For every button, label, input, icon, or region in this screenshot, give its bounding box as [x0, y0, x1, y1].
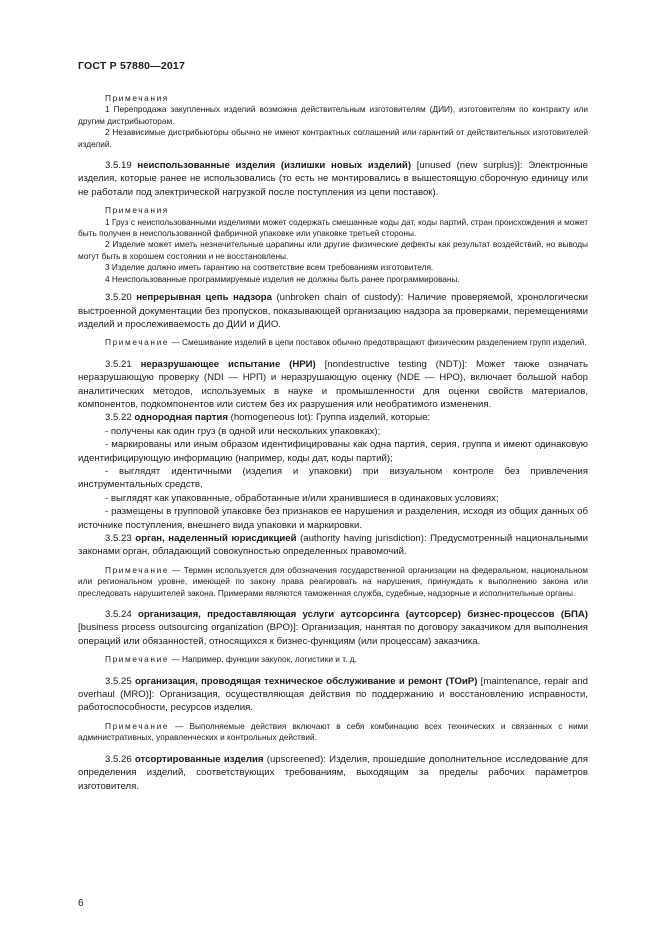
term-3-5-21 — [78, 358, 588, 412]
term-number: 3.5.22 — [105, 412, 132, 424]
list-item: - выглядят идентичными (изделия и упаковки) при визуальном контроле без привлечения инструментальных средств, — [78, 465, 588, 491]
term-definition: (unbroken chain of custody): Наличие проверяемой, хронологически выстроенной документации без пропусков, показывающей организацию надзора за проверками, перемещениями изделий и прослеживаемость до ДИИ и ДИО. — [78, 292, 588, 330]
term-name: организация, предоставляющая услуги аутсорсинга (аутсорсер) бизнес-процессов (БПА) — [138, 609, 588, 621]
note-dash: — — [169, 720, 190, 731]
note-item: 4 Неиспользованные программируемые изделия не должны быть ранее программированы. — [105, 273, 460, 284]
note-3-5-24 — [78, 654, 588, 665]
note-dash: — — [169, 654, 182, 665]
term-number: 3.5.25 — [105, 675, 132, 687]
note-item: 3 Изделие должно иметь гарантию на соответствие всем требованиям изготовителя. — [105, 262, 434, 273]
term-definition: [unused (new surplus)]: Электронные изделия, которые ранее не использовались (то есть не монтировались в вышестоящую сборочную единицу или не работали под электрической нагрузкой после поступления из цепи поставок). — [78, 160, 588, 198]
page-content — [78, 93, 588, 793]
note-item: 2 Независимые дистрибьюторы обычно не имеют контрактных соглашений или гарантий от действительных изготовителей изделий. — [78, 127, 588, 149]
page-number: 6 — [78, 898, 84, 909]
term-name: орган, наделенный юрисдикцией — [135, 533, 297, 544]
term-3-5-23 — [78, 532, 588, 559]
term-definition: [maintenance, repair and overhaul (MRO)]: Организация, осуществляющая действия по поддержанию и восстановлению исправности, работоспособности, ресурсов изделия. — [78, 675, 588, 714]
note-3-5-23 — [78, 565, 588, 599]
note-label: Примечание — [105, 720, 170, 731]
term-definition: (homogeneous lot): Группа изделий, которые: — [227, 412, 431, 424]
note-3-5-25 — [78, 721, 588, 744]
note-dash: — — [169, 337, 182, 348]
note-label: Примечание — [105, 654, 170, 665]
term-3-5-22 — [78, 411, 588, 424]
list-item: - размещены в групповой упаковке без признаков ее нарушения и разделения, исходя из общих данных об источнике поступления, внешнего вида упаковки и маркировки. — [78, 506, 588, 531]
term-name: отсортированные изделия — [134, 753, 264, 765]
term-number: 3.5.23 — [105, 533, 132, 544]
term-name: неразрушающее испытание (НРИ) — [140, 358, 316, 370]
term-3-5-20 — [78, 291, 588, 331]
term-definition: (authority having jurisdiction): Предусмотренный национальными законами орган, обладающий совокупностью определенных правомочий. — [78, 533, 588, 558]
term-definition: (upscreened): Изделия, прошедшие дополнительное исследование для определения изделий, соответствующих требованиям, выходящим за пределы рабочих параметров изготовителя. — [78, 753, 588, 792]
term-name: неиспользованные изделия (излишки новых изделий) — [137, 160, 412, 172]
note-text: Термин используется для обозначения государственной организации на федеральном, национальном или региональном уровне, имеющей по закону права реагировать на нарушения, принуждать к выполнению закона или преследовать нарушителей закона. Примерами являются таможенная служба, судебные, надзорные и исполнительные органы. — [78, 564, 588, 598]
term-3-5-26 — [78, 753, 588, 793]
list-item: - получены как один груз (в одной или нескольких упаковках); — [105, 425, 381, 437]
term-name: организация, проводящая техническое обслуживание и ремонт (ТОиР) — [134, 675, 478, 687]
list-item: - выглядят как упакованные, обработанные и/или хранившиеся в одинаковых условиях; — [105, 492, 499, 504]
notes-title: Примечания — [105, 93, 169, 103]
note-dash: — — [169, 564, 184, 575]
document-header: ГОСТ Р 57880—2017 — [78, 60, 186, 72]
note-item: 2 Изделие может иметь незначительные царапины или другие физические дефекты как результат воздействий, но выводы могут быть в хорошем состоянии и не восстановлены. — [78, 239, 588, 261]
term-definition: [business process outsourcing organization (BPO)]: Организация, нанятая по договору заказчиком для выполнения операций или обязанностей, относящихся к бизнес-функциям (или процессам) заказчика. — [78, 622, 588, 647]
term-name: непрерывная цепь надзора — [136, 292, 272, 304]
note-label: Примечание — [105, 337, 170, 348]
term-definition: [nondestructive testing (NDT)]: Может также означать неразрушающую проверку (NDI — НРП) и неразрушающую оценку (NDE — НРО), включает большой набор аналитических методов, используемых в науке и промышленности для оценки свойств материалов, компонентов, подкомпонентов или систем без их разрушения или необратимого изменения. — [78, 358, 588, 410]
note-text: Например, функции закупок, логистики и т. д. — [181, 654, 357, 665]
term-number: 3.5.24 — [105, 609, 132, 621]
note-3-5-20 — [78, 337, 588, 348]
list-item: - маркированы или иным образом идентифицированы как одна партия, серия, группа и имеют одинаковую идентифицирующую информацию (например, коды дат, коды партий); — [78, 439, 588, 464]
note-item: 1 Груз с неиспользованными изделиями может содержать смешанные коды дат, коды партий, стран происхождения и может быть получен в неиспользованной фабричной упаковке или упаковке третьей стороны. — [78, 216, 588, 239]
term-name: однородная партия — [134, 412, 228, 424]
note-text: Выполняемые действия включают в себя комбинацию всех технических и связанных с ними административных, управленческих и контрольных действий. — [78, 720, 588, 743]
term-number: 3.5.21 — [105, 358, 132, 370]
notes-title: Примечания — [105, 205, 169, 216]
term-number: 3.5.19 — [105, 160, 132, 172]
note-item: 1 Перепродажа закупленных изделий возможна действительным изготовителям (ДИИ), изготовителям по контракту или другим дистрибьюторам. — [78, 104, 588, 126]
term-number: 3.5.26 — [105, 753, 132, 765]
term-3-5-19 — [78, 159, 588, 199]
term-3-5-25 — [78, 675, 588, 715]
term-number: 3.5.20 — [105, 292, 132, 304]
note-text: Смешивание изделий в цепи поставок обычно предотвращают физическим разделением групп изделий. — [181, 337, 587, 348]
term-3-5-24 — [78, 608, 588, 648]
note-label: Примечание — [105, 564, 170, 575]
